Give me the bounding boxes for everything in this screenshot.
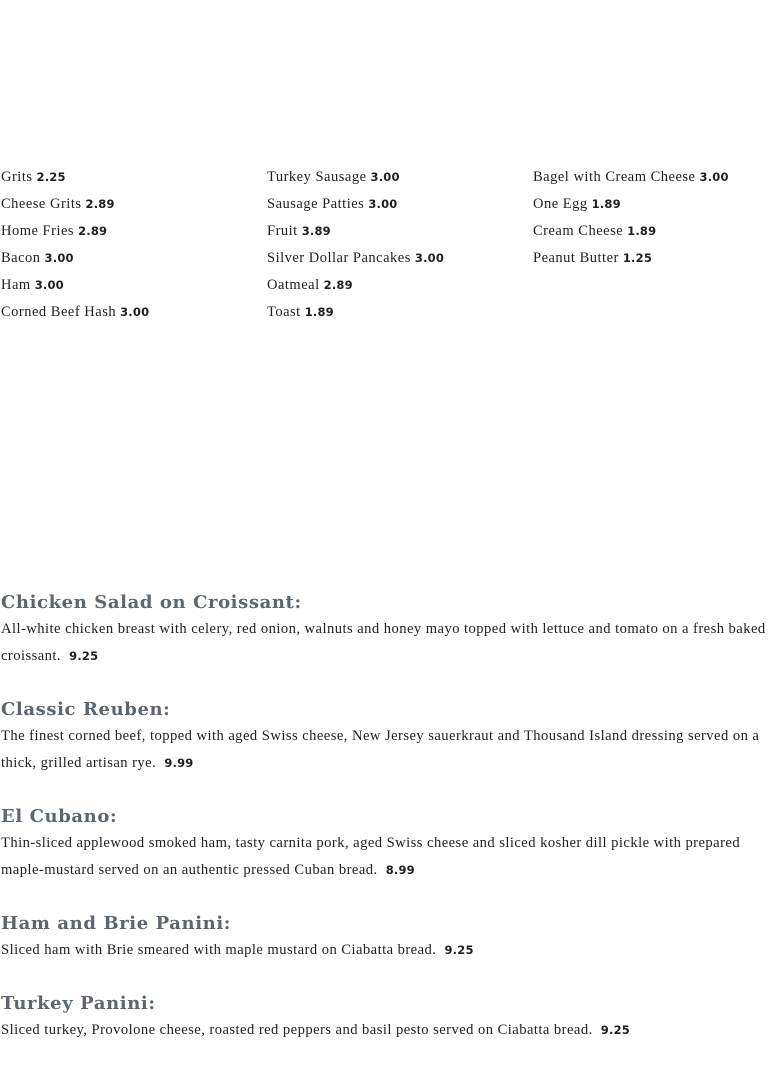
item-price: 1.89 — [591, 197, 621, 211]
menu-item — [533, 165, 770, 192]
sandwich-title: Classic Reuben: — [1, 699, 171, 720]
sandwich-title: Turkey Panini: — [1, 993, 156, 1014]
item-price: 3.00 — [34, 278, 64, 292]
menu-item — [267, 192, 533, 219]
item-price: 3.00 — [368, 197, 398, 211]
item-price: 1.89 — [627, 224, 657, 238]
item-price: 3.00 — [370, 170, 400, 184]
item-price: 3.00 — [120, 305, 150, 319]
item-name: Home Fries — [1, 223, 75, 239]
menu-item — [533, 192, 770, 219]
sandwich-price: 9.25 — [69, 649, 99, 663]
item-price: 1.25 — [622, 251, 653, 265]
item-name: Ham — [1, 277, 31, 293]
sandwich-item — [1, 989, 767, 1044]
menu-item — [267, 273, 533, 300]
sides-menu — [1, 165, 770, 327]
item-price: 2.89 — [78, 224, 108, 238]
description-text: Sliced turkey, Provolone cheese, roasted red peppers and basil pesto served on Ciabatta bread. — [1, 1022, 593, 1038]
menu-item — [267, 165, 533, 192]
sandwich-title: Ham and Brie Panini: — [1, 913, 232, 934]
description-text: Thin-sliced applewood smoked ham, tasty carnita pork, aged Swiss cheese and sliced kosher dill pickle with prepared maple-mustard served on an authentic pressed Cuban bread. — [1, 835, 741, 878]
menu-item — [1, 165, 267, 192]
item-name: Silver Dollar Pancakes — [267, 250, 411, 266]
sandwich-price: 9.25 — [600, 1023, 630, 1037]
menu-item — [533, 246, 770, 273]
item-name: Corned Beef Hash — [1, 304, 117, 320]
sandwich-item — [1, 802, 767, 884]
sandwich-description — [1, 723, 767, 777]
item-price: 3.00 — [699, 170, 729, 184]
item-name: Fruit — [267, 223, 298, 239]
sandwich-item — [1, 695, 767, 777]
menu-item — [267, 219, 533, 246]
item-name: Grits — [1, 169, 33, 185]
item-price: 1.89 — [304, 305, 334, 319]
menu-item — [533, 219, 770, 246]
menu-item — [1, 219, 267, 246]
item-price: 3.89 — [301, 224, 331, 238]
menu-item — [1, 300, 267, 327]
sandwich-price: 9.25 — [444, 943, 474, 957]
item-name: Cheese Grits — [1, 196, 82, 212]
item-name: Cream Cheese — [533, 223, 624, 239]
item-price: 2.25 — [36, 170, 66, 184]
item-price: 3.00 — [414, 251, 445, 265]
item-name: Bagel with Cream Cheese — [533, 169, 696, 185]
item-name: Bacon — [1, 250, 41, 266]
item-price: 2.89 — [323, 278, 353, 292]
item-name: Toast — [267, 304, 301, 320]
sandwich-description — [1, 937, 767, 964]
menu-item — [267, 300, 533, 327]
menu-item — [267, 246, 533, 273]
menu-item — [1, 192, 267, 219]
sandwich-description — [1, 830, 767, 884]
sandwich-item — [1, 909, 767, 964]
sandwich-price: 8.99 — [385, 863, 415, 877]
item-price: 2.89 — [85, 197, 115, 211]
item-name: Turkey Sausage — [267, 169, 367, 185]
menu-item — [1, 246, 267, 273]
item-price: 3.00 — [44, 251, 74, 265]
sides-column-2 — [267, 165, 533, 327]
sandwich-description — [1, 1017, 767, 1044]
sandwich-menu — [1, 588, 767, 1044]
sandwich-title: Chicken Salad on Croissant: — [1, 592, 302, 613]
sides-column-1 — [1, 165, 267, 327]
item-name: Peanut Butter — [533, 250, 619, 266]
sandwich-price: 9.99 — [164, 756, 194, 770]
item-name: Sausage Patties — [267, 196, 365, 212]
item-name: Oatmeal — [267, 277, 320, 293]
description-text: All-white chicken breast with celery, red onion, walnuts and honey mayo topped with lettuce and tomato on a fresh baked croissant. — [1, 621, 766, 664]
sandwich-item — [1, 588, 767, 670]
item-name: One Egg — [533, 196, 588, 212]
sides-column-3 — [533, 165, 770, 327]
description-text: Sliced ham with Brie smeared with maple mustard on Ciabatta bread. — [1, 942, 437, 958]
sandwich-description — [1, 616, 767, 670]
description-text: The finest corned beef, topped with aged Swiss cheese, New Jersey sauerkraut and Thousand Island dressing served on a thick, grilled artisan rye. — [1, 728, 760, 771]
sandwich-title: El Cubano: — [1, 806, 118, 827]
menu-item — [1, 273, 267, 300]
